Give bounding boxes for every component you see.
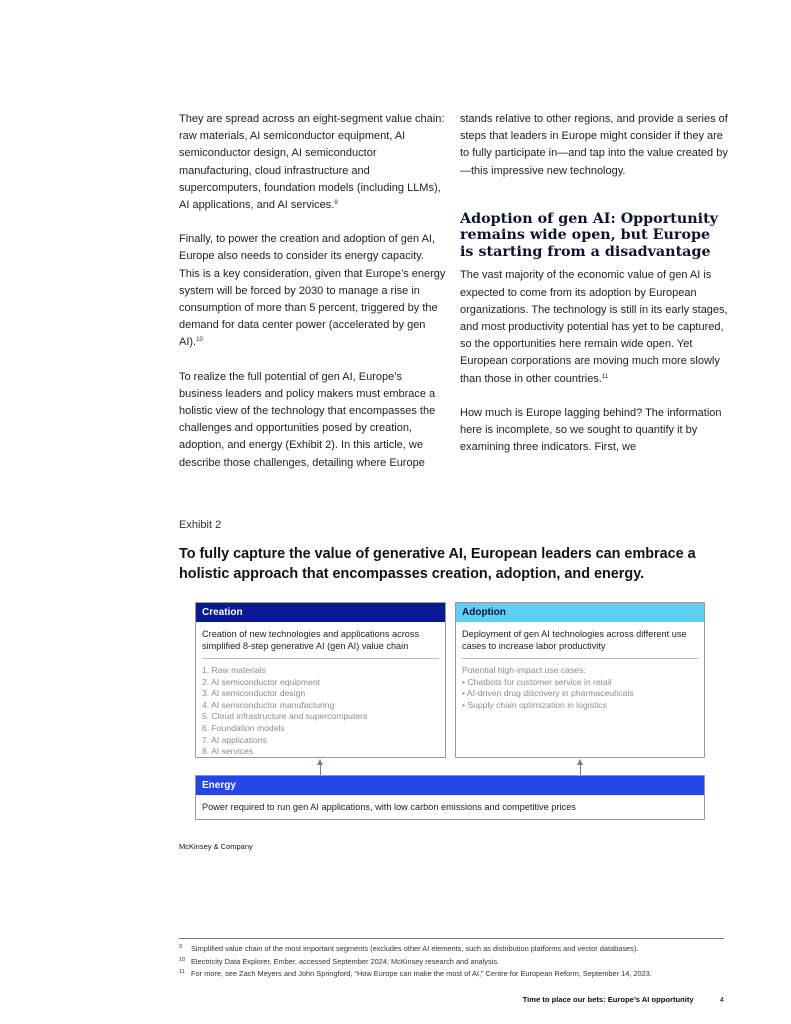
creation-box — [195, 602, 446, 758]
body-column-right — [460, 111, 728, 473]
energy-box — [195, 775, 705, 820]
connector-line — [320, 764, 321, 775]
body-column-left — [179, 111, 447, 489]
footnote: 9 Simplified value chain of the most important segments (excludes other AI elements, such as distribution platforms and vector databases). — [179, 944, 639, 953]
list-item: 1. Raw materials — [202, 665, 266, 675]
list-item: 8. AI services — [202, 746, 254, 757]
page-number: 4 — [719, 995, 724, 1004]
energy-header: Energy — [196, 776, 704, 795]
creation-description: Creation of new technologies and applications across simplified 8-step generative AI (gen AI) value chain — [202, 629, 420, 651]
footnotes — [179, 942, 739, 980]
energy-description: Power required to run gen AI applications, with low carbon emissions and competitive prices — [202, 802, 576, 812]
exhibit-title: To fully capture the value of generative AI, European leaders can embrace a holistic approach that encompasses creation, adoption, and energy. — [179, 546, 696, 582]
paragraph: They are spread across an eight-segment value chain: raw materials, AI semiconductor equipment, AI semiconductor design, AI semiconductor manufacturing, cloud infrastructure and supercomputers, foundation models (including LLMs), AI applications, and AI services.$^9$ — [179, 113, 445, 212]
list-item: • AI-driven drug discovery in pharmaceuticals — [462, 688, 634, 699]
paragraph: stands relative to other regions, and provide a series of steps that leaders in Europe might consider if they are to fully participate in—and tap into the value created by—this impressive new technology. — [460, 113, 728, 177]
adoption-box — [455, 602, 705, 758]
list-item: • Chatbots for customer service in retail — [462, 676, 612, 687]
footnote: 11 For more, see Zach Meyers and John Springford, “How Europe can make the most of AI,” Centre for European Reform, September 14, 2023. — [179, 969, 652, 978]
creation-header: Creation — [196, 603, 445, 622]
list-item: 5. Cloud infrastructure and supercomputers — [202, 711, 368, 722]
list-item: 2. AI semiconductor equipment — [202, 676, 320, 687]
footnote-ref[interactable]: 10 — [196, 337, 203, 344]
list-item: 4. AI semiconductor manufacturing — [202, 699, 335, 710]
use-case-list — [462, 677, 698, 712]
paragraph: How much is Europe lagging behind? The information here is incomplete, so we sought to quantify it by examining three indicators. First, we — [460, 406, 722, 454]
divider — [202, 658, 439, 659]
footnote-number: 10 — [179, 956, 186, 963]
list-item: 3. AI semiconductor design — [202, 688, 306, 699]
list-item: 7. AI applications — [202, 734, 267, 745]
use-cases-title: Potential high-impact use cases: — [462, 665, 586, 675]
paragraph: To realize the full potential of gen AI, Europe’s business leaders and policy makers must embrace a holistic view of the technology that encompasses the challenges and opportunities posed by creation, adoption, and energy (Exhibit 2). In this article, we describe those challenges, detailing where Europe — [179, 370, 436, 469]
footer-title: Time to place our bets: Europe’s AI opportunity — [522, 995, 694, 1004]
footnote-number: 11 — [179, 969, 185, 975]
adoption-description: Deployment of gen AI technologies across different use cases to increase labor productivity — [462, 629, 687, 651]
creation-list — [202, 665, 439, 758]
exhibit-label: Exhibit 2 — [179, 519, 222, 531]
list-item: • Supply chain optimization in logistics — [462, 699, 607, 710]
footnote-number: 9 — [179, 944, 183, 950]
list-item: 6. Foundation models — [202, 722, 285, 733]
paragraph: Finally, to power the creation and adoption of gen AI, Europe also needs to consider its energy capacity. This is a key consideration, given that Europe’s energy system will be forced by 2030 to manage a rise in consumption of more than 5 percent, triggered by the demand for data center power (accelerated by gen AI).$^{10}$ — [179, 233, 446, 349]
paragraph: The vast majority of the economic value of gen AI is expected to come from its adoption by European organizations. The technology is still in its early stages, and most productivity potential has yet to be captured, so the opportunities here remain wide open. Yet European corporations are moving much more slowly than those in other countries.$^{11}$ — [460, 269, 728, 385]
footnote-ref[interactable]: 9 — [334, 200, 338, 207]
page-footer — [523, 995, 724, 1004]
exhibit-source: McKinsey & Company — [179, 842, 253, 851]
footnote-ref[interactable]: 11 — [601, 373, 609, 380]
connector-line — [580, 764, 581, 775]
adoption-header: Adoption — [456, 603, 704, 622]
divider — [462, 658, 698, 659]
footnote-divider — [179, 938, 724, 939]
footnote: 10 Electricity Data Explorer, Ember, accessed September 2024; McKinsey research and analysis. — [179, 956, 500, 966]
section-heading: Adoption of gen AI: Opportunity remains wide open, but Europe is starting from a disadvantage — [460, 210, 718, 260]
